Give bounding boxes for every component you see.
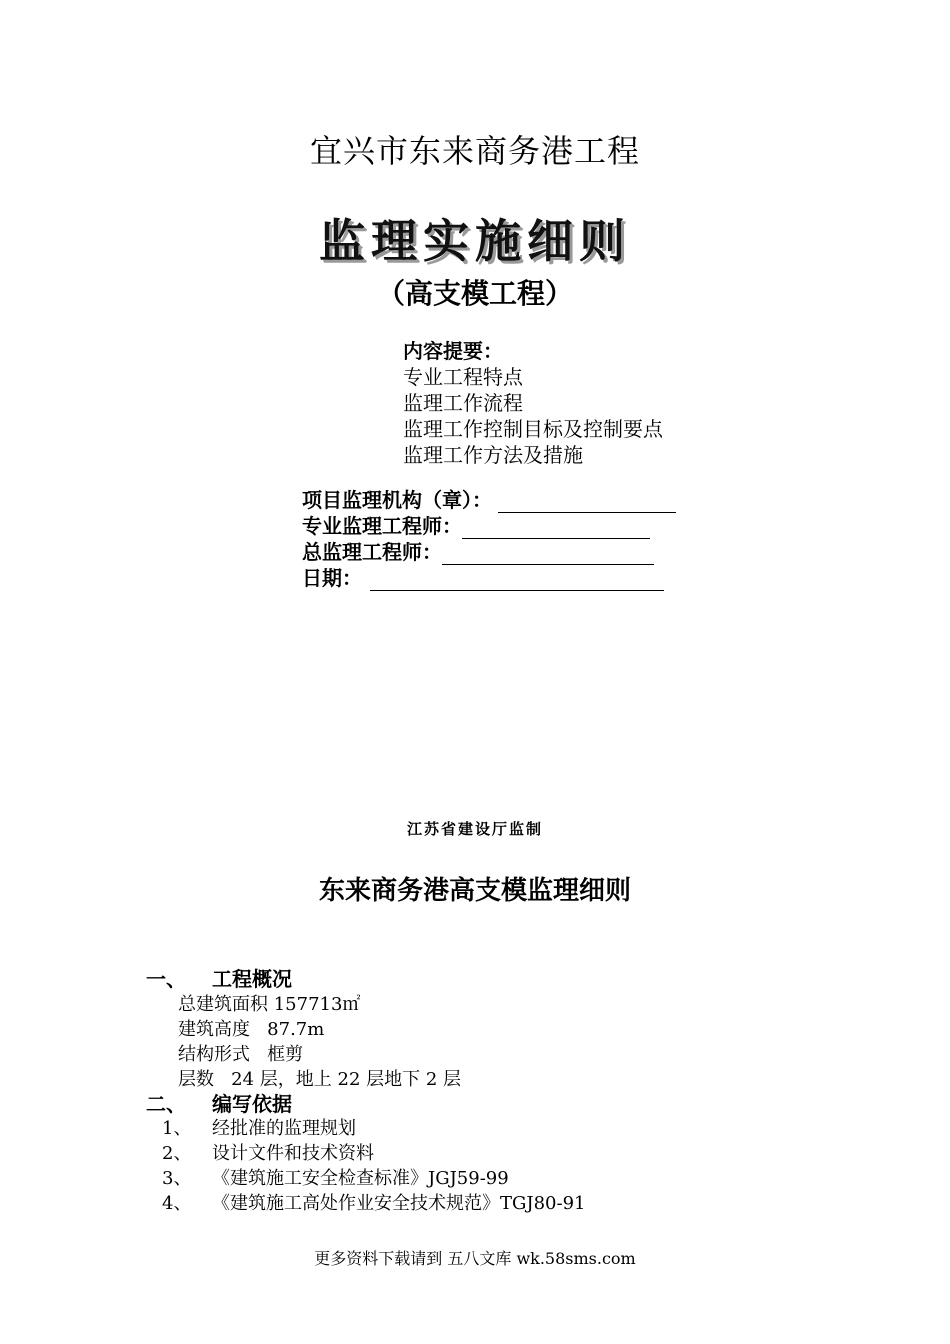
- list-item-number: 3、: [162, 1168, 192, 1189]
- section-title: 编写依据: [212, 1092, 292, 1116]
- overview-line: 层数 24 层，地上 22 层地下 2 层: [178, 1069, 462, 1090]
- summary-item: 监理工作方法及措施: [403, 443, 583, 467]
- signature-line: [462, 518, 650, 539]
- signature-line: [370, 570, 664, 591]
- footer-note: 更多资料下载请到 五八文库 wk.58sms.com: [314, 1249, 636, 1268]
- overview-line: 建筑高度 87.7m: [178, 1019, 325, 1040]
- list-item-number: 4、: [162, 1193, 192, 1214]
- project-title: 宜兴市东来商务港工程: [309, 132, 640, 170]
- document-title: 东来商务港高支模监理细则: [318, 876, 631, 906]
- overview-line: 结构形式 框剪: [178, 1044, 304, 1065]
- section-title: 工程概况: [212, 967, 292, 991]
- summary-item: 专业工程特点: [403, 365, 523, 389]
- overview-line: 总建筑面积 157713㎡: [178, 994, 361, 1015]
- signature-line: [498, 492, 676, 513]
- summary-item: 监理工作控制目标及控制要点: [403, 417, 663, 441]
- signature-label: 项目监理机构（章）：: [302, 488, 492, 512]
- signature-row-chief: [302, 539, 676, 565]
- list-item-number: 1、: [162, 1118, 192, 1139]
- signature-row-specialist: [302, 513, 676, 539]
- list-item-number: 2、: [162, 1143, 192, 1164]
- section-heading: [146, 963, 292, 992]
- signature-row-agency: [302, 487, 676, 513]
- list-item: [162, 1139, 374, 1165]
- signature-label: 总监理工程师：: [302, 540, 442, 564]
- signature-line: [442, 544, 654, 565]
- content-summary: [403, 338, 663, 468]
- list-item: [162, 1114, 356, 1140]
- signature-row-date: [302, 565, 676, 591]
- signature-label: 日期：: [302, 566, 362, 590]
- issuer-label: 江苏省建设厅监制: [406, 820, 543, 838]
- main-title: 监理实施细则: [319, 214, 631, 268]
- signature-label: 专业监理工程师：: [302, 514, 462, 538]
- section-heading: [146, 1088, 292, 1117]
- signature-block: [302, 487, 676, 591]
- section-number: 一、: [146, 967, 186, 991]
- list-item-text: 《建筑施工安全检查标准》JGJ59-99: [212, 1168, 509, 1189]
- list-item-text: 《建筑施工高处作业安全技术规范》TGJ80-91: [212, 1193, 586, 1214]
- list-item: [162, 1164, 509, 1190]
- summary-heading: 内容提要：: [403, 339, 503, 363]
- sub-title: （高支模工程）: [376, 277, 573, 310]
- list-item: [162, 1189, 586, 1215]
- summary-item: 监理工作流程: [403, 391, 523, 415]
- list-item-text: 设计文件和技术资料: [212, 1143, 374, 1164]
- section-number: 二、: [146, 1092, 186, 1116]
- list-item-text: 经批准的监理规划: [212, 1118, 356, 1139]
